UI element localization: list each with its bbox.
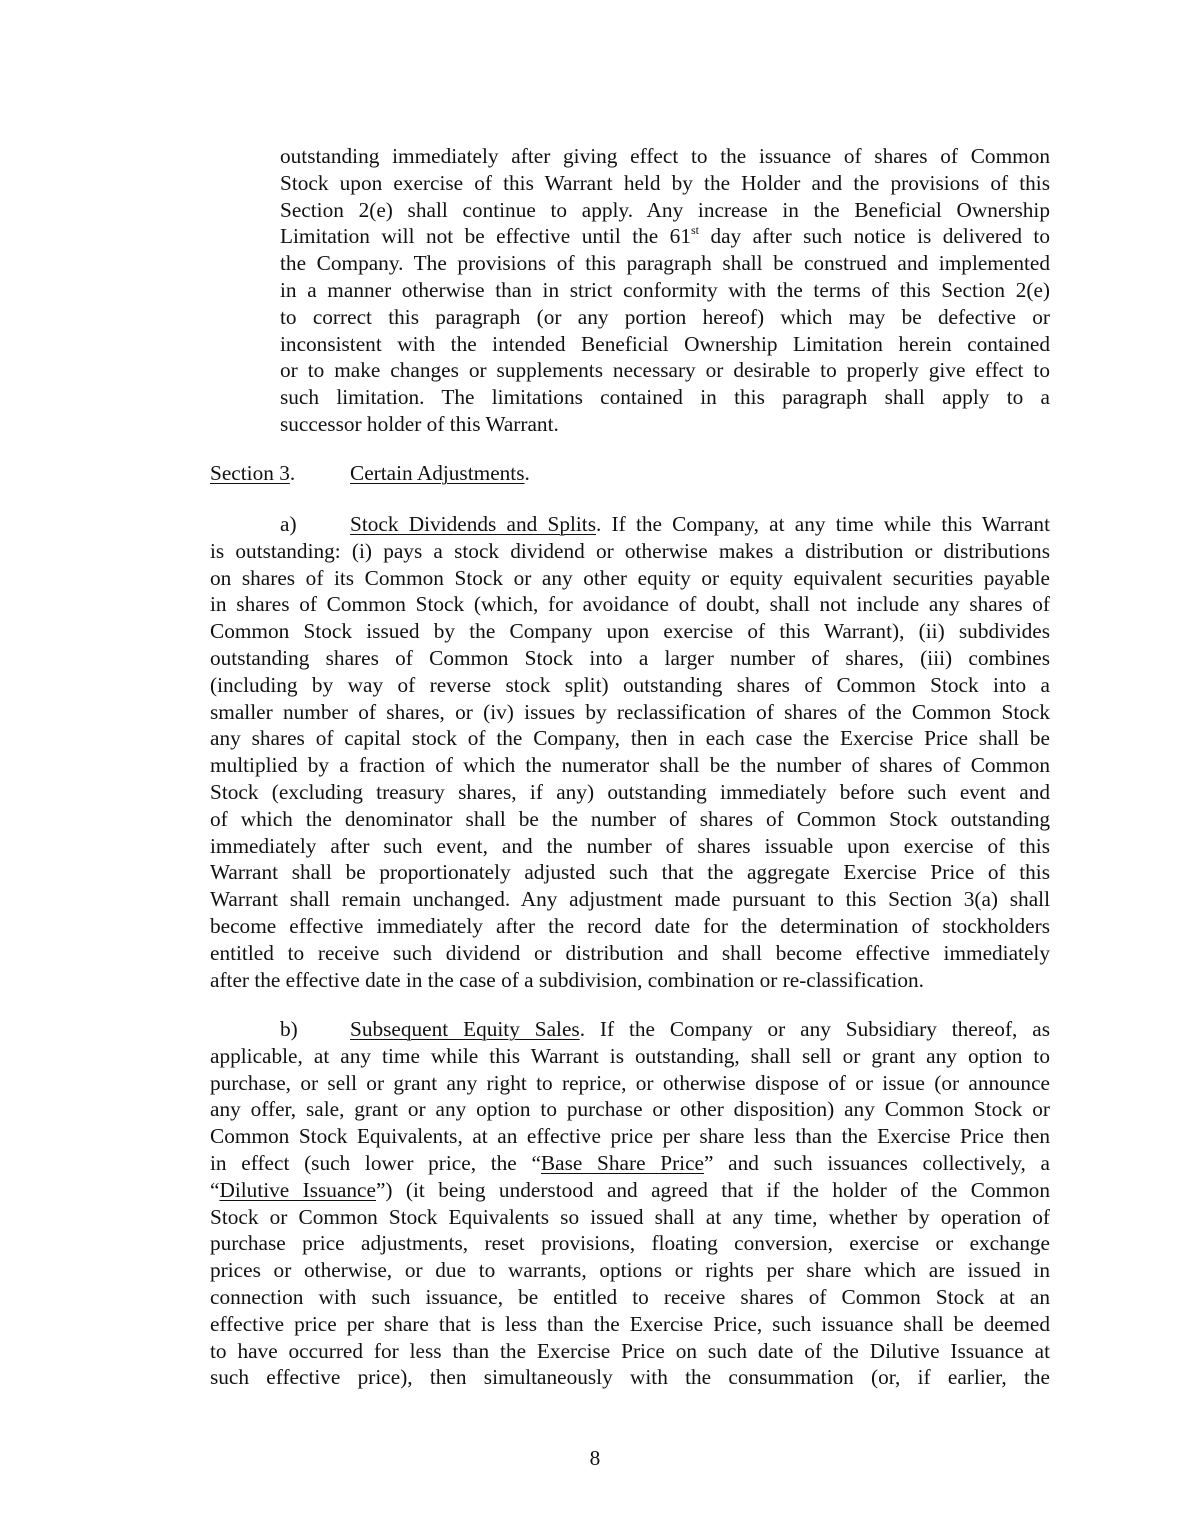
text-line: Stock or Common Stock Equivalents so issued shall at any time, whether by operation of xyxy=(210,1204,1050,1229)
section-3-heading xyxy=(210,460,1050,487)
text-line: Common Stock Equivalents, at an effective price per share less than the Exercise Price then xyxy=(210,1124,1050,1149)
text-line: in a manner otherwise than in strict conformity with the terms of this Section 2(e) xyxy=(280,277,1050,302)
defined-term-base-share-price: Base Share Price xyxy=(540,1150,705,1175)
text-fragment: ” and such issuances collectively, a xyxy=(704,1150,1051,1175)
heading-line xyxy=(210,460,1050,487)
section-title-suffix: . xyxy=(524,461,530,485)
subsection-heading: Stock Dividends and Splits xyxy=(350,512,596,536)
text-fragment: ”) (it being understood and agreed that if the holder of the Common xyxy=(375,1177,1050,1202)
text-fragment: “ xyxy=(210,1177,220,1202)
text-line: become effective immediately after the record date for the determination of stockholders xyxy=(210,913,1050,938)
text-line: of which the denominator shall be the number of shares of Common Stock outstanding xyxy=(210,806,1050,831)
text-line: immediately after such event, and the number of shares issuable upon exercise of this xyxy=(210,833,1050,858)
text-line: outstanding shares of Common Stock into a larger number of shares, (iii) combines xyxy=(210,645,1050,670)
text-line: (including by way of reverse stock split) outstanding shares of Common Stock into a xyxy=(210,672,1050,697)
section-2e-continuation-paragraph xyxy=(280,143,1050,438)
subsection-a-stock-dividends xyxy=(210,511,1050,993)
text-line: to correct this paragraph (or any portion hereof) which may be defective or xyxy=(280,304,1050,329)
text-line: Section 2(e) shall continue to apply. Any increase in the Beneficial Ownership xyxy=(280,197,1050,222)
subsection-b-subsequent-equity-sales xyxy=(210,1016,1050,1391)
text-line xyxy=(280,223,1050,250)
text-line: Stock upon exercise of this Warrant held by the Holder and the provisions of this xyxy=(280,170,1050,195)
text-line: multiplied by a fraction of which the numerator shall be the number of shares of Common xyxy=(210,753,1050,778)
text-line: outstanding immediately after giving effect to the issuance of shares of Common xyxy=(280,144,1050,168)
text-line xyxy=(210,1016,1050,1043)
section-title: Certain Adjustments xyxy=(350,461,525,485)
text-line xyxy=(210,1150,1050,1177)
section-number: Section 3. xyxy=(210,461,296,485)
text-line: entitled to receive such dividend or distribution and shall become effective immediately xyxy=(210,940,1050,965)
text-line: effective price per share that is less than the Exercise Price, such issuance shall be deemed xyxy=(210,1311,1050,1336)
text-line: is outstanding: (i) pays a stock dividend or otherwise makes a distribution or distributions xyxy=(210,538,1050,563)
text-line: such effective price), then simultaneously with the consummation (or, if earlier, the xyxy=(210,1365,1050,1390)
subsection-heading: Subsequent Equity Sales xyxy=(350,1017,580,1041)
text-line: Warrant shall be proportionately adjusted such that the aggregate Exercise Price of this xyxy=(210,860,1050,885)
ordinal-superscript: st xyxy=(690,223,699,238)
text-line: connection with such issuance, be entitled to receive shares of Common Stock at an xyxy=(210,1284,1050,1309)
text-line: in shares of Common Stock (which, for avoidance of doubt, shall not include any shares of xyxy=(210,592,1050,617)
text-line: inconsistent with the intended Beneficial Ownership Limitation herein contained xyxy=(280,331,1050,356)
text-line: on shares of its Common Stock or any other equity or equity equivalent securities payable xyxy=(210,565,1050,590)
text-line: purchase price adjustments, reset provisions, floating conversion, exercise or exchange xyxy=(210,1231,1050,1256)
text-line: any offer, sale, grant or any option to purchase or other disposition) any Common Stock or xyxy=(210,1097,1050,1122)
text-line: or to make changes or supplements necessary or desirable to properly give effect to xyxy=(280,358,1050,383)
text-fragment: . If the Company, at any time while this Warrant xyxy=(596,512,1050,536)
text-line: Warrant shall remain unchanged. Any adjustment made pursuant to this Section 3(a) shall xyxy=(210,887,1050,912)
text-fragment: in effect (such lower price, the “ xyxy=(210,1150,541,1175)
text-line: Common Stock issued by the Company upon exercise of this Warrant), (ii) subdivides xyxy=(210,619,1050,644)
text-line: smaller number of shares, or (iv) issues by reclassification of shares of the Common Stock xyxy=(210,699,1050,724)
text-line: to have occurred for less than the Exercise Price on such date of the Dilutive Issuance at xyxy=(210,1338,1050,1363)
text-line: Stock (excluding treasury shares, if any) outstanding immediately before such event and xyxy=(210,779,1050,804)
text-line: applicable, at any time while this Warrant is outstanding, shall sell or grant any option to xyxy=(210,1043,1050,1068)
page-number: 8 xyxy=(589,1446,601,1470)
text-line xyxy=(210,1177,1050,1204)
text-line: successor holder of this Warrant. xyxy=(280,411,559,436)
text-line: prices or otherwise, or due to warrants, options or rights per share which are issued in xyxy=(210,1258,1050,1283)
text-line: purchase, or sell or grant any right to reprice, or otherwise dispose of or issue (or announce xyxy=(210,1070,1050,1095)
text-fragment: day after such notice is delivered to xyxy=(699,224,1050,249)
defined-term-dilutive-issuance: Dilutive Issuance xyxy=(219,1177,376,1202)
text-line: after the effective date in the case of a subdivision, combination or re-classification. xyxy=(210,967,924,992)
text-line: the Company. The provisions of this paragraph shall be construed and implemented xyxy=(280,251,1050,276)
text-line xyxy=(210,511,1050,538)
text-line: such limitation. The limitations contained in this paragraph shall apply to a xyxy=(280,385,1050,410)
text-fragment: Limitation will not be effective until the 61 xyxy=(280,224,691,249)
text-fragment: . If the Company or any Subsidiary thereof, as xyxy=(579,1017,1050,1041)
subsection-label: a) xyxy=(280,512,297,536)
text-line: any shares of capital stock of the Company, then in each case the Exercise Price shall be xyxy=(210,726,1050,751)
subsection-label: b) xyxy=(280,1017,298,1041)
